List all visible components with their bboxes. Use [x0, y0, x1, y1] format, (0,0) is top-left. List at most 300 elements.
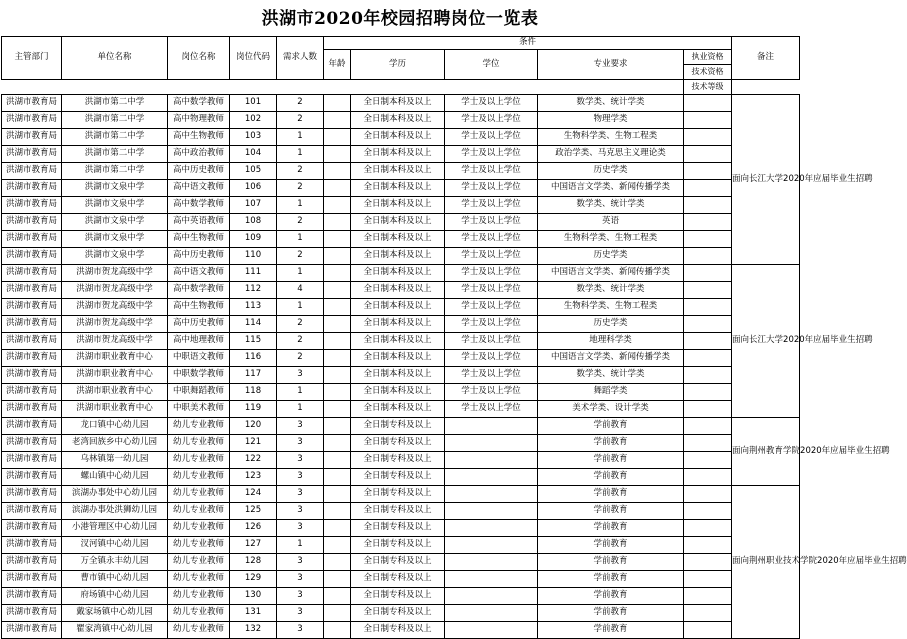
cell-degree: 学士及以上学位	[445, 350, 538, 367]
cell-cert	[684, 197, 732, 214]
cell-count: 2	[277, 214, 324, 231]
table-row	[2, 129, 800, 146]
cell-major: 数学类、统计学类	[538, 367, 684, 384]
cell-code: 123	[230, 469, 277, 486]
cell-dept: 洪湖市教育局	[2, 299, 62, 316]
cell-unit: 滨湖办事处中心幼儿园	[62, 486, 168, 503]
cell-dept: 洪湖市教育局	[2, 588, 62, 605]
cell-age	[324, 571, 351, 588]
cell-age	[324, 503, 351, 520]
cell-degree	[445, 571, 538, 588]
cell-degree	[445, 435, 538, 452]
cell-major: 英语	[538, 214, 684, 231]
cell-count: 3	[277, 520, 324, 537]
cell-cert	[684, 265, 732, 282]
cell-cert	[684, 435, 732, 452]
cell-unit: 滨湖办事处洪狮幼儿园	[62, 503, 168, 520]
cell-edu: 全日制本科及以上	[351, 214, 445, 231]
cell-count: 3	[277, 452, 324, 469]
cell-unit: 洪湖市贺龙高级中学	[62, 299, 168, 316]
cell-unit: 洪湖市贺龙高级中学	[62, 316, 168, 333]
cell-code: 107	[230, 197, 277, 214]
cell-code: 119	[230, 401, 277, 418]
cell-major: 学前教育	[538, 486, 684, 503]
cell-degree: 学士及以上学位	[445, 180, 538, 197]
cell-age	[324, 367, 351, 384]
table-row	[2, 163, 800, 180]
cell-cert	[684, 248, 732, 265]
cell-unit: 洪湖市第二中学	[62, 129, 168, 146]
cell-age	[324, 333, 351, 350]
header-count: 需求人数	[277, 37, 324, 80]
cell-post: 中职美术教师	[168, 401, 230, 418]
table-row	[2, 316, 800, 333]
cell-note: 面向长江大学2020年应届毕业生招聘	[732, 265, 800, 418]
cell-dept: 洪湖市教育局	[2, 469, 62, 486]
header-note: 备注	[732, 37, 800, 80]
cell-degree: 学士及以上学位	[445, 282, 538, 299]
cell-age	[324, 554, 351, 571]
cell-age	[324, 265, 351, 282]
cell-cert	[684, 95, 732, 112]
cell-count: 1	[277, 231, 324, 248]
cell-age	[324, 129, 351, 146]
cell-dept: 洪湖市教育局	[2, 112, 62, 129]
table-row	[2, 180, 800, 197]
cell-code: 104	[230, 146, 277, 163]
cell-note: 面向荆州职业技术学院2020年应届毕业生招聘	[732, 486, 800, 639]
table-row	[2, 197, 800, 214]
cell-age	[324, 520, 351, 537]
cell-edu: 全日制本科及以上	[351, 231, 445, 248]
cell-unit: 老湾回族乡中心幼儿园	[62, 435, 168, 452]
cell-edu: 全日制专科及以上	[351, 622, 445, 639]
cell-code: 131	[230, 605, 277, 622]
cell-degree: 学士及以上学位	[445, 265, 538, 282]
cell-cert	[684, 367, 732, 384]
cell-unit: 洪湖市文泉中学	[62, 197, 168, 214]
cell-unit: 洪湖市贺龙高级中学	[62, 265, 168, 282]
cell-post: 高中数学教师	[168, 282, 230, 299]
cell-code: 102	[230, 112, 277, 129]
cell-dept: 洪湖市教育局	[2, 231, 62, 248]
cell-count: 3	[277, 469, 324, 486]
cell-degree: 学士及以上学位	[445, 197, 538, 214]
cell-degree: 学士及以上学位	[445, 367, 538, 384]
table-row	[2, 350, 800, 367]
cell-count: 1	[277, 197, 324, 214]
cell-code: 109	[230, 231, 277, 248]
cell-post: 高中生物教师	[168, 129, 230, 146]
table-row	[2, 588, 800, 605]
header-edu: 学历	[351, 50, 445, 80]
page-title: 洪湖市2020年校园招聘岗位一览表	[261, 9, 539, 29]
cell-cert	[684, 163, 732, 180]
table-row	[2, 503, 800, 520]
cell-edu: 全日制专科及以上	[351, 418, 445, 435]
table-row	[2, 214, 800, 231]
cell-edu: 全日制专科及以上	[351, 554, 445, 571]
cell-age	[324, 588, 351, 605]
cell-age	[324, 537, 351, 554]
cell-post: 高中生物教师	[168, 299, 230, 316]
cell-unit: 洪湖市文泉中学	[62, 180, 168, 197]
cell-note: 面向荆州教育学院2020年应届毕业生招聘	[732, 418, 800, 486]
table-row	[2, 231, 800, 248]
cell-count: 1	[277, 384, 324, 401]
cell-unit: 府场镇中心幼儿园	[62, 588, 168, 605]
cell-dept: 洪湖市教育局	[2, 520, 62, 537]
cell-code: 110	[230, 248, 277, 265]
cell-count: 3	[277, 571, 324, 588]
cell-code: 111	[230, 265, 277, 282]
cell-cert	[684, 112, 732, 129]
cell-post: 高中生物教师	[168, 231, 230, 248]
cell-post: 幼儿专业教师	[168, 605, 230, 622]
cell-unit: 洪湖市贺龙高级中学	[62, 333, 168, 350]
cell-degree	[445, 588, 538, 605]
cell-count: 2	[277, 350, 324, 367]
table-body	[2, 95, 907, 639]
table-row	[2, 605, 800, 622]
cell-dept: 洪湖市教育局	[2, 571, 62, 588]
cell-age	[324, 452, 351, 469]
cell-count: 1	[277, 537, 324, 554]
cell-edu: 全日制本科及以上	[351, 350, 445, 367]
cell-major: 地理科学类	[538, 333, 684, 350]
table-row	[2, 435, 800, 452]
cell-major: 中国语言文学类、新闻传播学类	[538, 180, 684, 197]
cell-post: 高中语文教师	[168, 180, 230, 197]
cell-cert	[684, 401, 732, 418]
cell-unit: 洪湖市贺龙高级中学	[62, 282, 168, 299]
cell-cert	[684, 486, 732, 503]
cell-major: 生物科学类、生物工程类	[538, 299, 684, 316]
cell-major: 学前教育	[538, 435, 684, 452]
cell-count: 3	[277, 367, 324, 384]
cell-cert	[684, 520, 732, 537]
cell-age	[324, 231, 351, 248]
cell-degree: 学士及以上学位	[445, 384, 538, 401]
cell-cert	[684, 180, 732, 197]
cell-cert	[684, 503, 732, 520]
cell-age	[324, 316, 351, 333]
cell-code: 120	[230, 418, 277, 435]
cell-dept: 洪湖市教育局	[2, 605, 62, 622]
cell-unit: 乌林镇第一幼儿园	[62, 452, 168, 469]
cell-age	[324, 605, 351, 622]
cell-count: 3	[277, 554, 324, 571]
table-row	[2, 384, 800, 401]
cell-post: 幼儿专业教师	[168, 554, 230, 571]
cell-edu: 全日制本科及以上	[351, 248, 445, 265]
cell-unit: 螺山镇中心幼儿园	[62, 469, 168, 486]
cell-dept: 洪湖市教育局	[2, 401, 62, 418]
cell-dept: 洪湖市教育局	[2, 180, 62, 197]
cell-dept: 洪湖市教育局	[2, 163, 62, 180]
cell-count: 1	[277, 129, 324, 146]
cell-cert	[684, 622, 732, 639]
cell-degree: 学士及以上学位	[445, 299, 538, 316]
cell-cert	[684, 605, 732, 622]
cell-major: 美术学类、设计学类	[538, 401, 684, 418]
cell-degree	[445, 520, 538, 537]
cell-major: 学前教育	[538, 503, 684, 520]
cell-dept: 洪湖市教育局	[2, 486, 62, 503]
cell-post: 幼儿专业教师	[168, 452, 230, 469]
cell-edu: 全日制本科及以上	[351, 367, 445, 384]
cell-age	[324, 435, 351, 452]
cell-count: 3	[277, 622, 324, 639]
cell-unit: 洪湖市第二中学	[62, 163, 168, 180]
cell-cert	[684, 537, 732, 554]
cell-age	[324, 401, 351, 418]
cell-dept: 洪湖市教育局	[2, 248, 62, 265]
cell-degree	[445, 605, 538, 622]
cell-edu: 全日制本科及以上	[351, 401, 445, 418]
table-row	[2, 486, 800, 503]
cell-post: 高中数学教师	[168, 95, 230, 112]
cell-post: 高中语文教师	[168, 265, 230, 282]
cell-count: 1	[277, 299, 324, 316]
cell-major: 数学类、统计学类	[538, 282, 684, 299]
table-row	[2, 299, 800, 316]
cell-major: 学前教育	[538, 452, 684, 469]
cell-age	[324, 214, 351, 231]
cell-count: 2	[277, 333, 324, 350]
cell-major: 舞蹈学类	[538, 384, 684, 401]
cell-age	[324, 299, 351, 316]
cell-age	[324, 163, 351, 180]
cell-cert	[684, 452, 732, 469]
cell-degree	[445, 469, 538, 486]
cell-edu: 全日制本科及以上	[351, 333, 445, 350]
cell-edu: 全日制专科及以上	[351, 469, 445, 486]
cell-age	[324, 112, 351, 129]
cell-code: 105	[230, 163, 277, 180]
cell-dept: 洪湖市教育局	[2, 435, 62, 452]
cell-count: 4	[277, 282, 324, 299]
cell-dept: 洪湖市教育局	[2, 452, 62, 469]
cell-cert	[684, 554, 732, 571]
cell-edu: 全日制本科及以上	[351, 163, 445, 180]
cell-post: 高中英语教师	[168, 214, 230, 231]
cell-post: 幼儿专业教师	[168, 588, 230, 605]
header-age: 年龄	[324, 50, 351, 80]
cell-count: 3	[277, 588, 324, 605]
cell-edu: 全日制本科及以上	[351, 265, 445, 282]
cell-major: 学前教育	[538, 469, 684, 486]
cell-major: 学前教育	[538, 605, 684, 622]
cell-major: 历史学类	[538, 248, 684, 265]
cell-dept: 洪湖市教育局	[2, 316, 62, 333]
cell-unit: 洪湖市职业教育中心	[62, 401, 168, 418]
table-row	[2, 112, 800, 129]
cell-age	[324, 95, 351, 112]
cell-count: 1	[277, 401, 324, 418]
cell-dept: 洪湖市教育局	[2, 95, 62, 112]
cell-edu: 全日制本科及以上	[351, 180, 445, 197]
cell-cert	[684, 469, 732, 486]
cell-count: 2	[277, 248, 324, 265]
cell-unit: 洪湖市第二中学	[62, 95, 168, 112]
cell-dept: 洪湖市教育局	[2, 384, 62, 401]
cell-age	[324, 469, 351, 486]
table-row	[2, 367, 800, 384]
cell-count: 3	[277, 486, 324, 503]
cell-code: 132	[230, 622, 277, 639]
cell-edu: 全日制专科及以上	[351, 571, 445, 588]
cell-cert	[684, 418, 732, 435]
cell-dept: 洪湖市教育局	[2, 146, 62, 163]
table-row	[2, 248, 800, 265]
cell-count: 1	[277, 146, 324, 163]
cell-post: 幼儿专业教师	[168, 520, 230, 537]
table-row	[2, 265, 800, 282]
cell-unit: 洪湖市文泉中学	[62, 214, 168, 231]
cell-code: 125	[230, 503, 277, 520]
cell-degree: 学士及以上学位	[445, 248, 538, 265]
cell-major: 数学类、统计学类	[538, 197, 684, 214]
cell-code: 101	[230, 95, 277, 112]
header-post: 岗位名称	[168, 37, 230, 80]
cell-major: 学前教育	[538, 588, 684, 605]
cell-cert	[684, 571, 732, 588]
cell-code: 126	[230, 520, 277, 537]
cell-degree	[445, 452, 538, 469]
cell-unit: 洪湖市文泉中学	[62, 231, 168, 248]
cell-edu: 全日制专科及以上	[351, 435, 445, 452]
cell-code: 113	[230, 299, 277, 316]
cell-unit: 汊河镇中心幼儿园	[62, 537, 168, 554]
cell-degree: 学士及以上学位	[445, 146, 538, 163]
recruitment-table	[1, 36, 907, 639]
cell-dept: 洪湖市教育局	[2, 622, 62, 639]
cell-degree: 学士及以上学位	[445, 129, 538, 146]
cell-cert	[684, 282, 732, 299]
cell-cert	[684, 146, 732, 163]
table-row	[2, 622, 800, 639]
cell-age	[324, 180, 351, 197]
cell-degree: 学士及以上学位	[445, 163, 538, 180]
cell-age	[324, 418, 351, 435]
cell-code: 117	[230, 367, 277, 384]
cell-unit: 万全镇永丰幼儿园	[62, 554, 168, 571]
cell-cert	[684, 231, 732, 248]
cell-cert	[684, 299, 732, 316]
cell-edu: 全日制专科及以上	[351, 486, 445, 503]
cell-age	[324, 350, 351, 367]
cell-cert	[684, 333, 732, 350]
cell-dept: 洪湖市教育局	[2, 282, 62, 299]
cell-edu: 全日制本科及以上	[351, 282, 445, 299]
cell-unit: 洪湖市文泉中学	[62, 248, 168, 265]
cell-post: 中职数学教师	[168, 367, 230, 384]
cell-dept: 洪湖市教育局	[2, 214, 62, 231]
cell-major: 学前教育	[538, 418, 684, 435]
cell-post: 幼儿专业教师	[168, 435, 230, 452]
header-unit: 单位名称	[62, 37, 168, 80]
table-row	[2, 452, 800, 469]
cell-degree	[445, 537, 538, 554]
cell-degree: 学士及以上学位	[445, 95, 538, 112]
cell-unit: 洪湖市职业教育中心	[62, 367, 168, 384]
cell-degree: 学士及以上学位	[445, 231, 538, 248]
cell-count: 2	[277, 95, 324, 112]
cell-degree	[445, 486, 538, 503]
cell-code: 108	[230, 214, 277, 231]
cell-code: 127	[230, 537, 277, 554]
cell-post: 幼儿专业教师	[168, 486, 230, 503]
cell-edu: 全日制本科及以上	[351, 316, 445, 333]
cell-edu: 全日制专科及以上	[351, 588, 445, 605]
cell-unit: 小港管理区中心幼儿园	[62, 520, 168, 537]
header-dept: 主管部门	[2, 37, 62, 80]
cell-unit: 龙口镇中心幼儿园	[62, 418, 168, 435]
cell-post: 高中数学教师	[168, 197, 230, 214]
cell-post: 幼儿专业教师	[168, 537, 230, 554]
table-row	[2, 571, 800, 588]
cell-degree	[445, 622, 538, 639]
cell-code: 128	[230, 554, 277, 571]
cell-major: 历史学类	[538, 163, 684, 180]
cell-post: 高中历史教师	[168, 163, 230, 180]
cell-unit: 洪湖市职业教育中心	[62, 350, 168, 367]
cell-dept: 洪湖市教育局	[2, 537, 62, 554]
table-row	[2, 418, 800, 435]
cell-dept: 洪湖市教育局	[2, 554, 62, 571]
cell-post: 幼儿专业教师	[168, 571, 230, 588]
cell-degree: 学士及以上学位	[445, 112, 538, 129]
cell-post: 幼儿专业教师	[168, 418, 230, 435]
header-cert3: 技术等级	[684, 80, 732, 95]
cell-code: 103	[230, 129, 277, 146]
cell-unit: 洪湖市第二中学	[62, 112, 168, 129]
cell-count: 2	[277, 112, 324, 129]
cell-code: 114	[230, 316, 277, 333]
cell-major: 中国语言文学类、新闻传播学类	[538, 265, 684, 282]
cell-age	[324, 146, 351, 163]
cell-degree: 学士及以上学位	[445, 401, 538, 418]
cell-post: 幼儿专业教师	[168, 622, 230, 639]
cell-count: 2	[277, 163, 324, 180]
header-major: 专业要求	[538, 50, 684, 80]
cell-major: 物理学类	[538, 112, 684, 129]
cell-cert	[684, 316, 732, 333]
cell-cert	[684, 214, 732, 231]
cell-major: 学前教育	[538, 520, 684, 537]
cell-cert	[684, 350, 732, 367]
cell-degree: 学士及以上学位	[445, 316, 538, 333]
cell-dept: 洪湖市教育局	[2, 418, 62, 435]
cell-dept: 洪湖市教育局	[2, 350, 62, 367]
cell-post: 高中物理教师	[168, 112, 230, 129]
cell-unit: 瞿家湾镇中心幼儿园	[62, 622, 168, 639]
cell-edu: 全日制本科及以上	[351, 95, 445, 112]
table-row	[2, 146, 800, 163]
table-row	[2, 95, 800, 112]
cell-edu: 全日制本科及以上	[351, 197, 445, 214]
table-row	[2, 333, 800, 350]
cell-count: 3	[277, 503, 324, 520]
cell-degree: 学士及以上学位	[445, 333, 538, 350]
cell-major: 生物科学类、生物工程类	[538, 129, 684, 146]
cell-age	[324, 622, 351, 639]
cell-post: 幼儿专业教师	[168, 469, 230, 486]
cell-age	[324, 248, 351, 265]
cell-edu: 全日制本科及以上	[351, 299, 445, 316]
cell-unit: 洪湖市职业教育中心	[62, 384, 168, 401]
